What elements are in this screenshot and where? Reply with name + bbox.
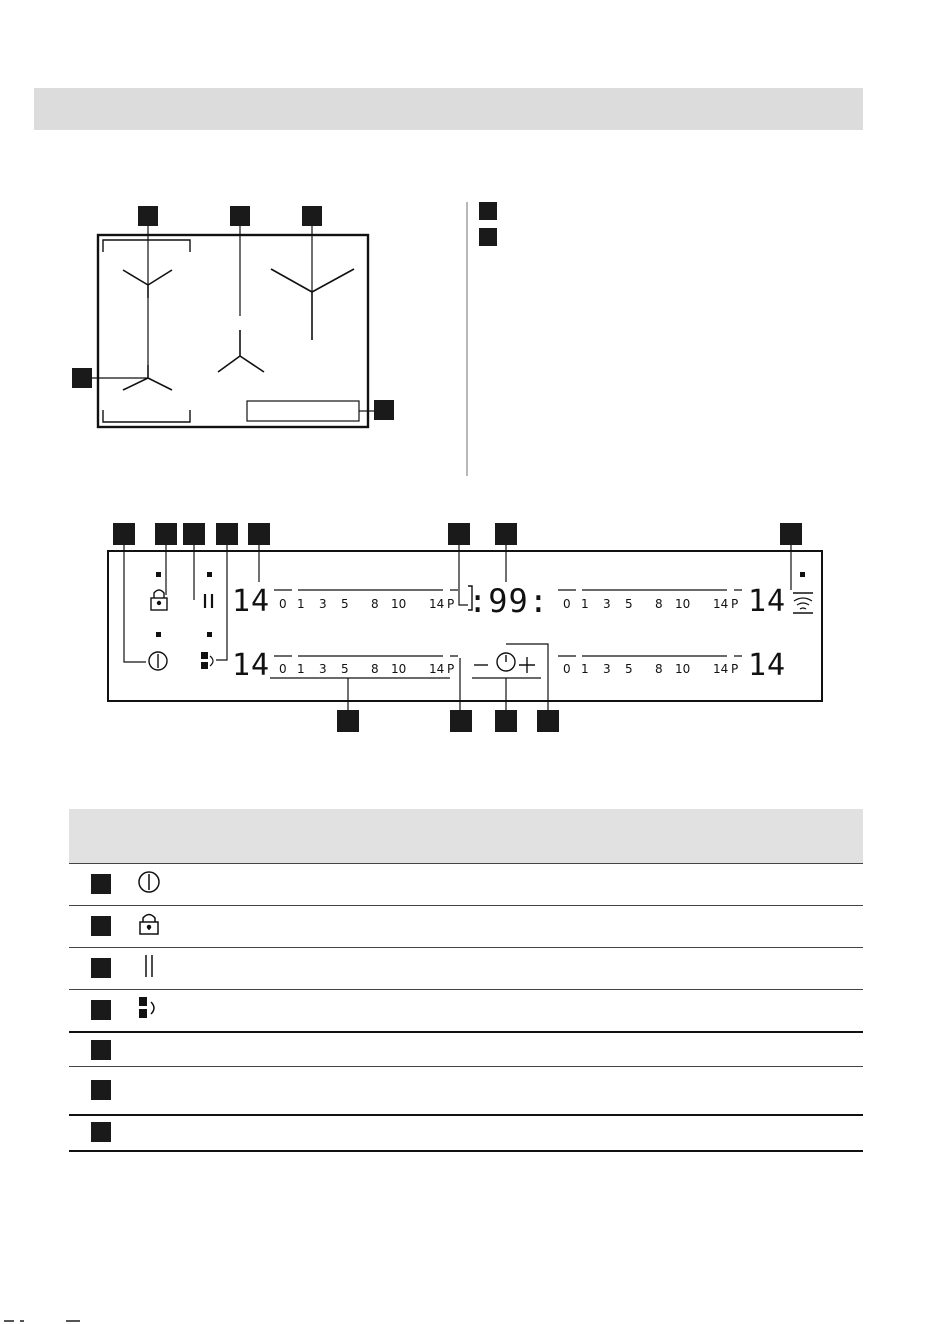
control-panel-detail — [108, 551, 822, 701]
bridge-icon — [137, 996, 161, 1020]
power-scale-label: 8 — [655, 597, 663, 611]
power-scale-label: 14 — [429, 662, 445, 676]
power-scale-label: 0 — [563, 597, 571, 611]
power-scale-label: 1 — [581, 597, 589, 611]
power-scale-label: 14 — [713, 662, 729, 676]
power-scale-label: 5 — [341, 597, 349, 611]
digit-bottom-right: 14 — [748, 648, 787, 683]
power-icon — [149, 652, 167, 670]
power-scale-label: 1 — [581, 662, 589, 676]
power-scale-label: P — [447, 597, 455, 611]
lock-icon — [137, 912, 161, 936]
timer-plus-icon — [519, 657, 535, 673]
digit-top-left: 14 — [232, 584, 271, 619]
power-scale-label: 3 — [319, 597, 327, 611]
control-panel-area — [247, 401, 359, 421]
cooking-zone-middle — [218, 330, 264, 372]
power-scale-label: 1 — [297, 662, 305, 676]
power-scale-label: 5 — [625, 597, 633, 611]
hob-outline — [98, 235, 368, 427]
power-scale-label: 0 — [279, 662, 287, 676]
lock-icon — [151, 590, 167, 610]
power-scale-label: 10 — [391, 597, 407, 611]
power-scale-label: 8 — [371, 597, 379, 611]
power-scale-label: 8 — [371, 662, 379, 676]
power-scale-label: P — [731, 597, 739, 611]
timer-display: :99: — [468, 582, 550, 620]
power-scale-label: 3 — [603, 597, 611, 611]
power-scale-label: 8 — [655, 662, 663, 676]
power-scale-label: P — [731, 662, 739, 676]
digit-top-right: 14 — [748, 584, 787, 619]
timer-clock-icon — [497, 653, 515, 671]
bridge-icon — [201, 652, 213, 669]
page-footer-mark — [0, 1318, 90, 1324]
power-scale-label: 14 — [429, 597, 445, 611]
power-scale-label: 0 — [279, 597, 287, 611]
power-icon — [137, 870, 161, 894]
table-header — [69, 809, 863, 863]
power-scale-label: 5 — [341, 662, 349, 676]
power-scale-label: 10 — [675, 597, 691, 611]
pause-icon — [205, 594, 212, 608]
power-scale-label: 0 — [563, 662, 571, 676]
power-scale-label: 14 — [713, 597, 729, 611]
power-scale-label: 3 — [603, 662, 611, 676]
power-scale-label: 10 — [391, 662, 407, 676]
pause-icon — [137, 954, 161, 978]
power-scale-label: P — [447, 662, 455, 676]
power-scale-label: 10 — [675, 662, 691, 676]
power-scale-label: 1 — [297, 597, 305, 611]
power-scale-label: 3 — [319, 662, 327, 676]
hob2hood-icon — [793, 593, 813, 613]
power-scale-label: 5 — [625, 662, 633, 676]
digit-bottom-left: 14 — [232, 648, 271, 683]
